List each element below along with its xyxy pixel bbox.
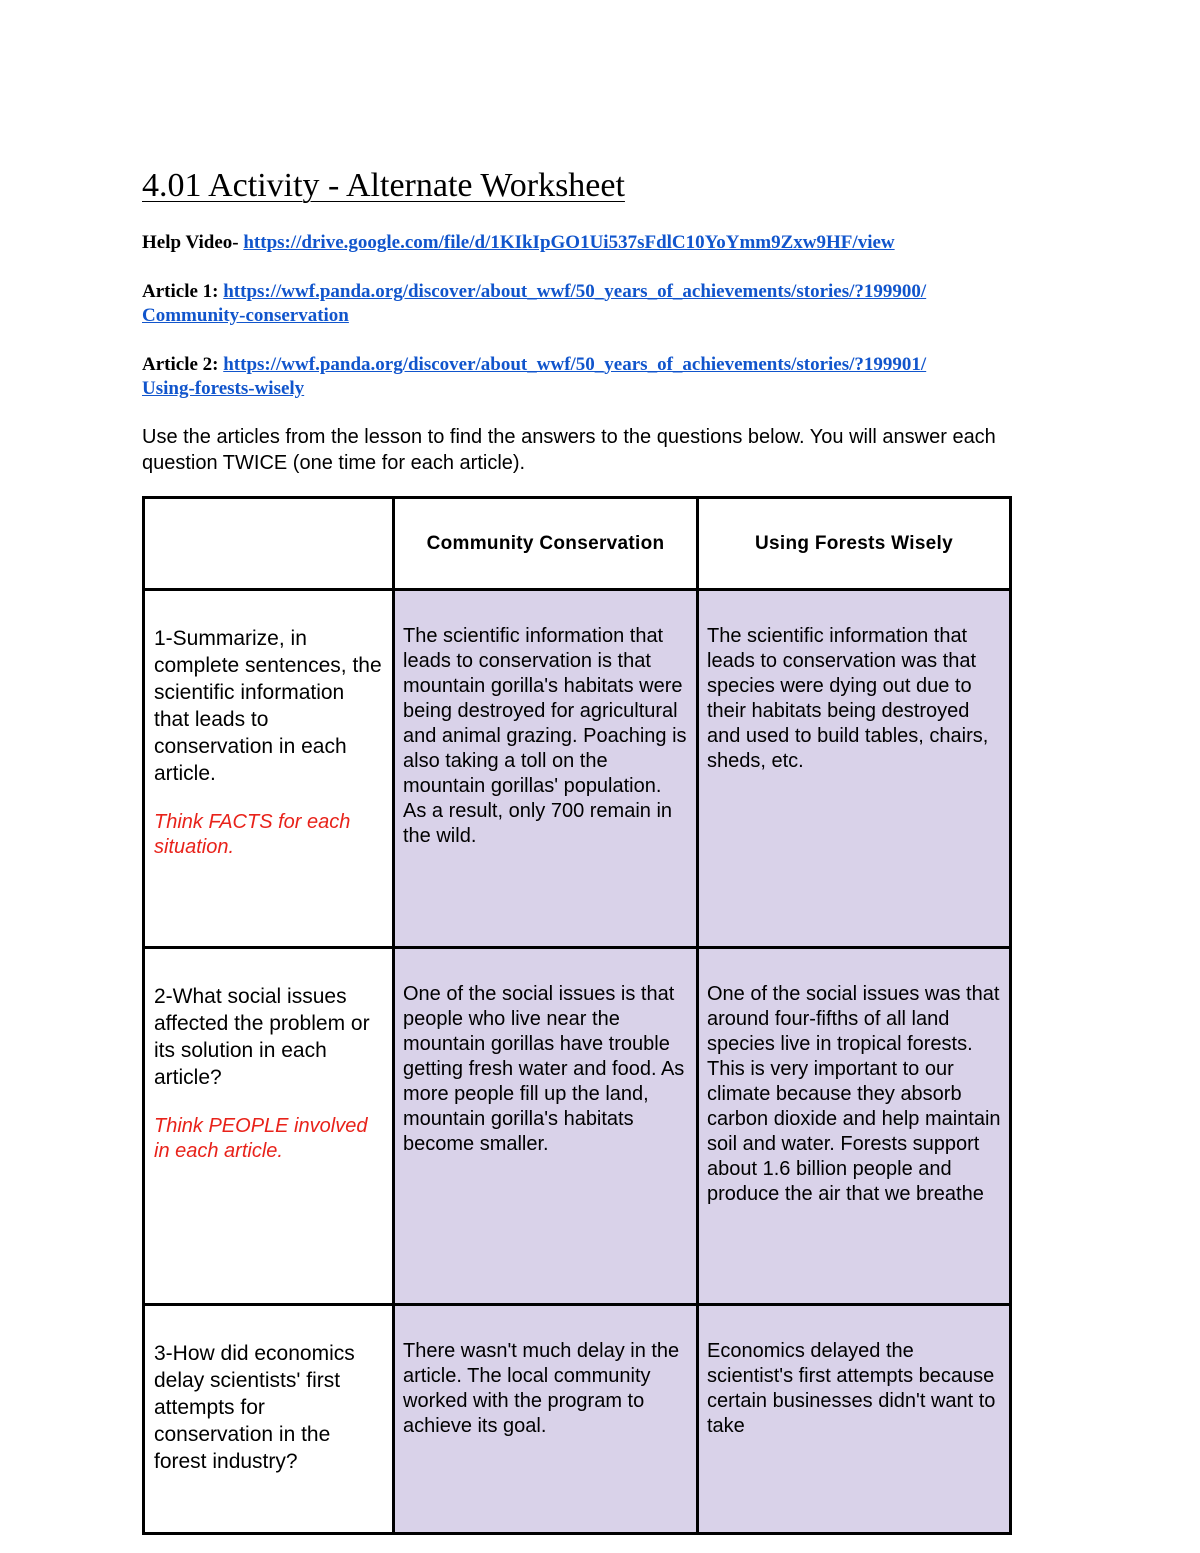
table-row <box>144 948 1011 1305</box>
question-cell <box>144 948 394 1305</box>
answer-text: The scientific information that leads to conservation was that species were dying out due to their habitats being destroyed and used to build tables, chairs, sheds, etc. <box>707 625 989 772</box>
header-community-conservation: Community Conservation <box>394 498 698 590</box>
answer-cell[interactable] <box>698 1305 1011 1534</box>
help-video-link[interactable]: https://drive.google.com/file/d/1KIkIpGO1Ui537sFdlC10YoYmm9Zxw9HF/view <box>243 232 895 253</box>
article1-link-cont[interactable]: Community-conservation <box>142 305 349 326</box>
header-using-forests-wisely: Using Forests Wisely <box>698 498 1011 590</box>
answer-text: One of the social issues was that around four-fifths of all land species live in tropical forests. This is very important to our climate because they absorb carbon dioxide and help maintain soil and water. Forests support about 1.6 billion people and produce the air that we breathe <box>707 983 1001 1205</box>
table-header-row <box>144 498 1011 590</box>
article2-line-cont <box>142 376 304 401</box>
page-title: 4.01 Activity - Alternate Worksheet <box>142 167 625 204</box>
question-cell <box>144 590 394 948</box>
article1-label: Article 1: <box>142 281 219 302</box>
help-video-line <box>142 230 895 255</box>
answer-cell[interactable] <box>394 590 698 948</box>
header-empty-cell <box>144 498 394 590</box>
help-video-label: Help Video- <box>142 232 239 253</box>
answer-cell[interactable] <box>698 590 1011 948</box>
article2-link[interactable]: https://wwf.panda.org/discover/about_wwf/50_years_of_achievements/stories/?199901/ <box>223 354 927 375</box>
answer-text: There wasn't much delay in the article. The local community worked with the program to achieve its goal. <box>403 1340 680 1437</box>
article1-line-cont <box>142 303 349 328</box>
question-text: 2-What social issues affected the problem or its solution in each article? <box>154 985 370 1089</box>
question-hint: Think PEOPLE involved in each article. <box>154 1115 368 1162</box>
article1-link[interactable]: https://wwf.panda.org/discover/about_wwf/50_years_of_achievements/stories/?199900/ <box>223 281 927 302</box>
worksheet-table <box>142 496 1012 1535</box>
answer-text: Economics delayed the scientist's first attempts because certain businesses didn't want to take <box>707 1340 996 1437</box>
article2-link-cont[interactable]: Using-forests-wisely <box>142 378 305 399</box>
article1-line <box>142 279 926 304</box>
answer-cell[interactable] <box>394 1305 698 1534</box>
answer-text: One of the social issues is that people who live near the mountain gorillas have trouble getting fresh water and food. As more people fill up the land, mountain gorilla's habitats become smaller. <box>403 983 685 1155</box>
instructions-text: Use the articles from the lesson to find the answers to the questions below. You will answer each question TWICE (one time for each article). <box>142 426 996 474</box>
answer-cell[interactable] <box>394 948 698 1305</box>
table-row <box>144 590 1011 948</box>
question-hint: Think FACTS for each situation. <box>154 811 351 858</box>
question-text: 3-How did economics delay scientists' first attempts for conservation in the forest industry? <box>154 1342 355 1473</box>
answer-text: The scientific information that leads to conservation is that mountain gorilla's habitats were being destroyed for agricultural and animal grazing. Poaching is also taking a toll on the mountain gorillas' population. As a result, only 700 remain in the wild. <box>403 625 687 847</box>
question-text: 1-Summarize, in complete sentences, the scientific information that leads to conservation in each article. <box>154 627 382 785</box>
table-row <box>144 1305 1011 1534</box>
article2-label: Article 2: <box>142 354 219 375</box>
answer-cell[interactable] <box>698 948 1011 1305</box>
article2-line <box>142 352 926 377</box>
question-cell <box>144 1305 394 1534</box>
